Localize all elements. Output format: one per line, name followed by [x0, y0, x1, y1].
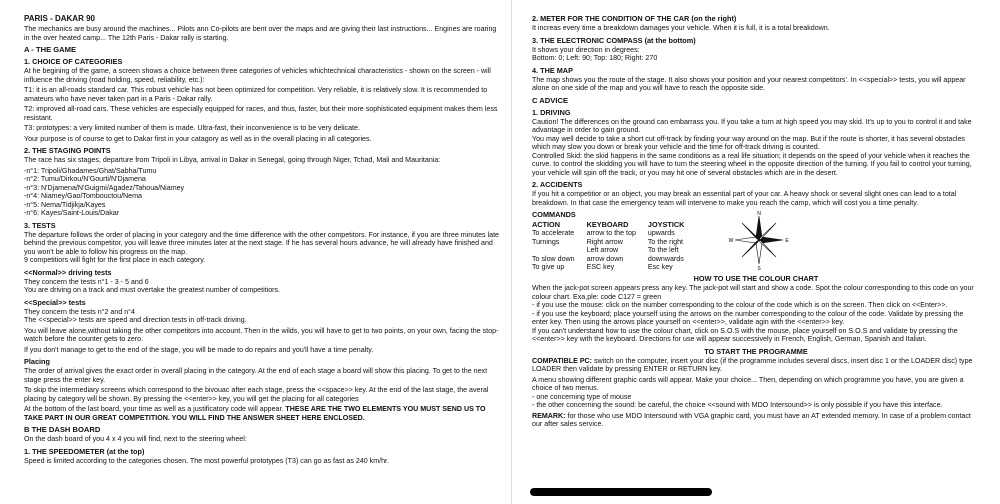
remark-label: REMARK:	[532, 411, 566, 420]
table-row	[532, 246, 696, 254]
staging-heading: 2. THE STAGING POINTS	[24, 146, 111, 155]
right-page	[512, 0, 1000, 504]
compass-west-label: W	[728, 238, 734, 244]
list-item: -n°5: Nema/Tidjikja/Kayes	[24, 200, 106, 209]
table-cell: To accelerate	[532, 229, 575, 238]
list-item: -n°4: Niamey/Gao/Tombouctou/Nema	[24, 192, 142, 200]
remark-text: for those who use MDO Intersound with VGA graphic card, you must have an AT extended memory. In case of a problem contact our after sales service.	[532, 411, 971, 429]
start-programme-heading: TO START THE PROGRAMME	[704, 346, 808, 356]
tests-heading: 3. TESTS	[24, 220, 56, 230]
map-heading: 4. THE MAP	[532, 65, 573, 75]
table-cell: ESC key	[586, 263, 615, 272]
tests-paragraph-2: 9 competitiors will fight for the first place in each category.	[24, 256, 206, 264]
table-cell: To slow down	[532, 254, 575, 263]
t3-paragraph: T3: prototypes: a very limited number of them is made. Ultra-fast, their inconvenience is to be very delicate.	[24, 124, 360, 132]
accidents-paragraph: If you hit a competitior or an object, you may break an essential part of your car. A heavy shock or several slight ones can lead to a total breakdown. In that case the emergency team will intervene to make you reach the camp, which will cost you a time penalty.	[532, 190, 957, 207]
compass-north-label: N	[757, 211, 761, 217]
table-cell: Right arrow	[586, 237, 623, 246]
staging-paragraph: The race has six stages, departure from Tripoli in Libya, arrival in Dakar in Senegal, going through Niger, Tchad, Mali and Mauritania:	[24, 156, 441, 164]
column-header: JOYSTICK	[647, 220, 685, 229]
commands-heading: COMMANDS	[532, 210, 576, 219]
compass-rose-icon	[728, 209, 790, 271]
list-item: -n°6: Kayes/Saint-Louis/Dakar	[24, 209, 120, 217]
list-item: -n°2: Tumu/Dirkou/N'Gourti/N'Djamena	[24, 175, 146, 183]
column-header: KEYBOARD	[586, 220, 629, 229]
colour-paragraph-4: If you can't understand how to use the colour chart, click on S.O.S with the mouse, place yourself on S.O.S and validate by pressing the <<enter>> key with the keyboard. Directions for use will appear successively in French, English, German, Spanish and Italian.	[532, 326, 958, 344]
colour-paragraph-1: When the jack-pot screen appears press any key. The jack-pot will start and show a code. Spot the colour corresponding to this code on your colour chart. Exa,ple: code C127 = green	[532, 284, 974, 301]
alone-paragraph: You will leave alone,without taking the other competitors into account. Then in the wilds, you will have to get to two points, on your own, facing the stop-watch before the counter gets to zero.	[24, 326, 499, 343]
section-a-heading: A - THE GAME	[24, 45, 77, 54]
map-paragraph: The map shows you the route of the stage. It also shows your position and your nearest competitors'. In <<special>> tests, you will appear alone on one side of the map and you will have to reach the opposite side.	[532, 75, 966, 92]
table-cell: arrow down	[586, 254, 624, 263]
section-c-heading: C ADVICE	[532, 95, 569, 105]
speedometer-heading: 1. THE SPEEDOMETER (at the top)	[24, 446, 145, 456]
placing-heading: Placing	[24, 357, 50, 366]
special-tests-heading: <<Special>> tests	[24, 297, 86, 307]
table-cell: downwards	[647, 254, 684, 263]
stages-list	[24, 167, 501, 218]
purpose-paragraph: Your purpose is of course to get to Dakar first in your catagory as well as in the overall placing in all categories.	[24, 134, 372, 143]
table-cell: To give up	[532, 263, 565, 272]
table-header-row	[532, 221, 696, 229]
compass-line-2: Bottom: 0; Left: 90; Top: 180; Right: 270	[532, 54, 658, 62]
colour-paragraph-3: - if you use the keyboard; place yourself using the arrows on the number corresponding to the colour of the code. Validate by pressing the enter key. Then using the arrows place yourself on <<enter>>, validate agin with the <<enter>> key.	[532, 309, 964, 327]
table-cell: To the left	[647, 246, 679, 255]
special-tests-line-1: They concern the tests n°2 and n°4	[24, 307, 135, 316]
driving-paragraph-3: Controlled Skid: the skid happens in the same conditions as a real life situation; it depends on the speed of your vehicle when it reaches the curve. to control the skidding you will have to turn the steering wheel in the opposite direction of the turning. If you fail to control your turning, your vehicle will spin off the track, or you may hit one of several obstacles which are in the desert.	[532, 151, 972, 177]
driving-paragraph-1: Caution! The differences on the ground can embarrass you. If you take a turn at high speed you may skid. It's up to you to control it and take advantage in order to gain ground.	[532, 117, 972, 134]
repair-paragraph: If you don't manage to get to the end of the stage, you will be made to do repairs and you'll have a time penalty.	[24, 345, 374, 354]
accidents-heading: 2. ACCIDENTS	[532, 180, 583, 189]
commands-table	[532, 221, 696, 271]
pc-paragraph	[532, 357, 980, 374]
meter-paragraph: It increas every time a breakdown damages your vehicle. When it is full, it is a total breakdown.	[532, 24, 830, 32]
menu-item-1: - one concerning type of mouse	[532, 392, 632, 401]
compass-heading: 3. THE ELECTRONIC COMPASS (at the bottom)	[532, 35, 696, 45]
competition-notice: THESE ARE THE TWO ELEMENTS YOU MUST SEND US TO TAKE PART IN OUR GREAT COMPETITION. YOU WILL FIND THE ANSWER SHEET HERE ENCLOSED.	[24, 405, 486, 422]
table-cell: To the right	[647, 237, 683, 246]
pc-text: switch on the computer, insert your disc (if the programme includes several discs, insert disc 1 or the LOADER disc) type LOADER then validate by pressing ENTER or RETURN key.	[532, 356, 973, 374]
table-cell: upwards	[647, 229, 675, 238]
column-header: ACTION	[532, 220, 560, 229]
intro-paragraph: The mechanics are busy around the machines... Pilots ann Co-pilots are bent over the maps and are giving their last instructions... Engines are roaring in the over heated camp... The 12th Paris - Dakar rally is starting.	[24, 25, 497, 42]
speedometer-paragraph: Speed is limited according to the categories chosen. The most powerful prototypes (T3) can go as fast as 240 km/hr.	[24, 456, 389, 465]
table-row	[532, 229, 696, 237]
list-item: -n°3: N'Djamena/N'Guigmi/Agadez/Tahoua/Niamey	[24, 183, 185, 192]
last-board-paragraph	[24, 405, 501, 422]
placing-paragraph: The order of arrival gives the exact order in overall placing in the category. At the end of each stage a board will show this placing. To get to the next stage press the enter key.	[24, 367, 488, 384]
compass-line-1: It shows your direction in degrees:	[532, 45, 640, 54]
compass-south-label: S	[757, 266, 761, 271]
tests-paragraph: The departure follows the order of placing in your category and the time difference with the other competitors. For instance, if you are three minutes late behind the previous competitor, you will leave three minutes later at the next stage. If he has several hours advance, he will already have finished and you won't be able to follow his progress on the map.	[24, 230, 500, 256]
table-cell: Esc key	[647, 263, 673, 272]
table-cell: Turnings	[532, 237, 560, 246]
driving-heading: 1. DRIVING	[532, 107, 571, 117]
driving-paragraph-2: You may well decide to take a short cut off-track by finding your way around on the map. But if the route is shorter, it has several obstacles which may slow you down or break your vehicle and the time for off-track driving is counted.	[532, 134, 965, 151]
table-row	[532, 255, 696, 263]
skip-paragraph: To skip the intermediary screens which correspond to the bivouac after each stage, press the <<space>> key. At the end of the last stage, the averal placing by category will be shown. By pressing the <<enter>> key, you will get the placing for all categories	[24, 386, 489, 403]
categories-paragraph: At he begining of the game, a screen shows a choice between three categories of vehicles whichtechnical characteristics - shown on the screen - will influence the driving (road holding, speed, reliability, etc.):	[24, 67, 491, 84]
document-title: PARIS - DAKAR 90	[24, 14, 95, 23]
t2-paragraph: T2: improved all-road cars. These vehicles are especially equipped for races, and thus, faster, but their more sophisticated equipment makes them less resistant.	[24, 105, 498, 122]
pc-label: COMPATIBLE PC:	[532, 356, 593, 365]
table-cell: arrow to the top	[586, 229, 636, 238]
marker-scribble	[530, 488, 712, 496]
normal-tests-line-1: They concern the tests n°1 - 3 - 5 and 6	[24, 277, 149, 286]
categories-heading: 1. CHOICE OF CATEGORIES	[24, 57, 123, 66]
table-cell	[532, 246, 587, 254]
table-row	[532, 263, 696, 271]
normal-tests-line-2: You are driving on a track and must overtake the greatest number of competitiors.	[24, 286, 281, 294]
meter-heading: 2. METER FOR THE CONDITION OF THE CAR (on the right)	[532, 14, 737, 23]
t1-paragraph: T1: it is an all-roads standard car. This robust vehicle has not been optimized for competition. Very reliable, it is relatively slow. It is recommended to amateurs who have never taken part in a Paris - Dakar rally.	[24, 86, 488, 103]
section-b-heading: B THE DASH BOARD	[24, 425, 101, 434]
normal-tests-heading: <<Normal>> driving tests	[24, 267, 112, 277]
colour-chart-heading: HOW TO USE THE COLOUR CHART	[693, 274, 819, 284]
last-board-text: At the bottom of the last board, your time as well as a justificatory code will appear.	[24, 405, 284, 413]
remark-paragraph	[532, 412, 980, 429]
menu-item-2: - the other concerning the sound: be careful, the choice <<sound with MDO Intersound>> is only possible if you have this interface.	[532, 401, 943, 410]
colour-paragraph-2: - if you use the mouse: click on the number corresponding to the colour of the code which is on the screen. Then click on <<Enter>>.	[532, 301, 948, 310]
table-cell: Left arrow	[586, 246, 619, 255]
list-item: -n°1: Tripoli/Ghadames/Ghat/Sabha/Tumu	[24, 166, 157, 175]
menu-paragraph: A menu showing different graphic cards will appear. Make your choice... Then, depending on which programme you have, you are given a choice of two menus.	[532, 375, 964, 393]
dashboard-paragraph: On the dash board of you 4 x 4 you will find, next to the steering wheel:	[24, 435, 247, 443]
table-row	[532, 238, 696, 246]
compass-east-label: E	[785, 238, 789, 244]
special-tests-line-2: The <<special>> tests are speed and direction tests in off-track driving.	[24, 316, 247, 324]
